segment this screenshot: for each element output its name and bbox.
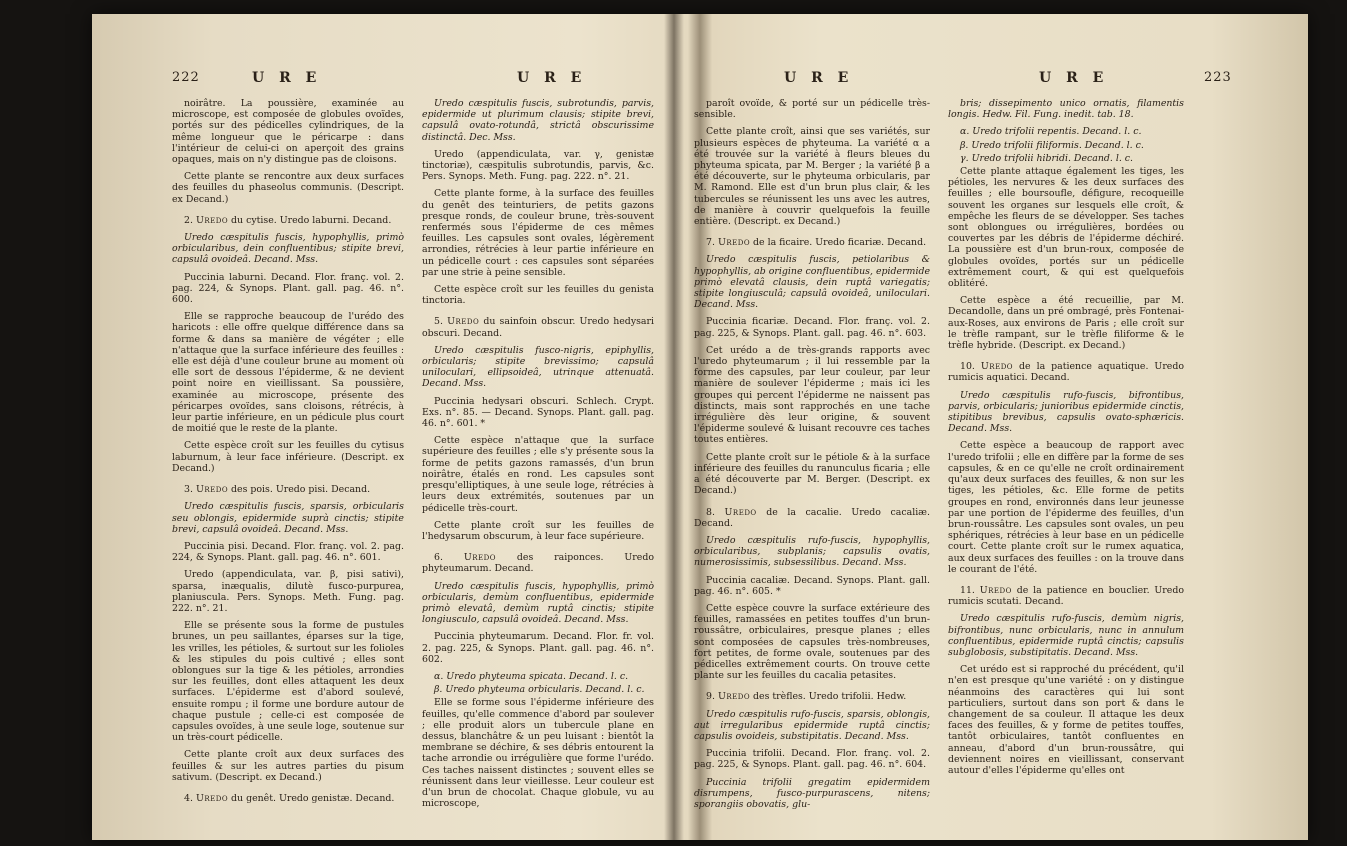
entry-genus: Uredo	[724, 506, 757, 518]
paragraph: Cet urédo a de très-grands rapports avec l'uredo phyteumarum ; il lui ressemble par la forme des capsules, par leur couleur, par leur manière de soulever l'épiderme ; mais ici les groupes qui percent l'épiderme ne naissent pas distincts, mais sont rapprochés en une tache irrégulière dès leur origine, & souvent l'épiderme soulevé & luisant recouvre ces taches toutes entières.	[694, 344, 930, 446]
running-head-left-2: U R E	[517, 70, 587, 86]
paragraph: Cette espèce n'attaque que la surface supérieure des feuilles ; elle s'y présente sous la forme de petits gazons ramassés, d'un brun noirâtre, étalés en rond. Les capsules sont presqu'elliptiques, à une seule loge, rétrécies à leurs deux extrémités, soutenues par un pédicelle très-court.	[422, 435, 654, 514]
entry-heading	[172, 215, 404, 226]
page-number-right: 223	[1204, 70, 1232, 85]
paragraph: Cette plante croît sur les feuilles de l'hedysarum obscurum, à leur face supérieure.	[422, 519, 654, 542]
paragraph: Puccinia trifolii. Decand. Flor. franç. vol. 2. pag. 225, & Synops. Plant. gall. pag. 46. n°. 604.	[694, 748, 930, 771]
paragraph: Puccinia laburni. Decand. Flor. franç. vol. 2. pag. 224, & Synops. Plant. gall. pag. 46. n°. 600.	[172, 271, 404, 306]
entry-number: 6.	[434, 552, 464, 564]
entry-title: des raiponces. Uredo phyteumarum. Decand.	[422, 552, 654, 575]
running-head-right-2: U R E	[1039, 70, 1109, 86]
latin-diagnosis: Uredo cæspitulis fuscis, sparsis, orbicularis seu oblongis, epidermide suprà cinctis; stipite brevi, capsulâ ovoideâ. Decand. Mss.	[172, 501, 404, 535]
paragraph: Puccinia pisi. Decand. Flor. franç. vol. 2. pag. 224, & Synops. Plant. gall. pag. 46. n°. 601.	[172, 540, 404, 564]
paragraph: Cette plante croît sur le pétiole & à la surface inférieure des feuilles du ranunculus ficaria ; elle a été découverte par M. Berger. (Descript. ex Decand.)	[694, 451, 930, 497]
variety-line: γ. Uredo trifolii hibridi. Decand. l. c.	[960, 152, 1134, 164]
entry-heading	[172, 484, 404, 495]
entry-genus: Uredo	[195, 484, 229, 496]
paragraph: Puccinia cacaliæ. Decand. Synops. Plant. gall. pag. 46. n°. 605. *	[694, 574, 930, 597]
paragraph: Cette espèce croît sur les feuilles du genista tinctoria.	[422, 284, 654, 307]
left-page-column-1	[172, 98, 404, 810]
entry-title: de la patience aquatique. Uredo rumicis aquatici. Decand.	[948, 361, 1185, 384]
entry-heading	[694, 507, 930, 529]
variety-line: β. Uredo trifolii filiformis. Decand. l. c.	[960, 139, 1144, 151]
variety-line: β. Uredo phyteuma orbicularis. Decand. l. c.	[434, 684, 645, 696]
right-page-column-2	[948, 98, 1184, 782]
latin-diagnosis: Uredo cæspitulis rufo-fuscis, sparsis, oblongis, aut irregularibus epidermide ruptâ cinctis; capsulis ovoideis, substipitatis. Decand. Mss.	[694, 708, 930, 742]
entry-title: de la cacalie. Uredo cacaliæ. Decand.	[694, 506, 930, 529]
entry-number: 7.	[706, 237, 718, 249]
right-page-column-1	[694, 98, 930, 816]
right-header	[684, 70, 1308, 92]
paragraph: Cette plante forme, à la surface des feuilles du genêt des teinturiers, de petits gazons presque ronds, de couleur brune, très-souvent renfermés sous l'épiderme de ces mêmes feuilles. Les capsules sont ovales, légèrement arrondies, rétrécies à leur partie inférieure en un pédicelle court : ces capsules sont séparées par une strie à peine sensible.	[422, 188, 654, 278]
paragraph: paroît ovoïde, & porté sur un pédicelle très-sensible.	[694, 98, 930, 121]
left-page-column-2	[422, 98, 654, 815]
left-header	[92, 70, 664, 92]
entry-title: de la ficaire. Uredo ficariæ. Decand.	[750, 237, 927, 249]
paragraph: Cet urédo est si rapproché du précédent, qu'il n'en est presque qu'une variété : on y distingue néanmoins des caractères qui lui sont particuliers, surtout dans son port & dans le changement de sa couleur. Il attaque les deux faces des feuilles, & y forme de petites touffes, tantôt orbiculaires, tantôt confluentes en anneau, d'abord d'un brun-roussâtre, qui deviennent noires en vieillissant, conservant autour d'elles l'épiderme qu'elles ont	[948, 664, 1184, 776]
entry-number: 5.	[434, 316, 448, 328]
paragraph: Elle se forme sous l'épiderme inférieure des feuilles, qu'elle commence d'abord par soulever ; elle produit alors un tubercule plane en dessus, blanchâtre & un peu luisant : bientôt la membrane se déchire, & ses débris entourent la tache arrondie ou irrégulière que forme l'urédo. Ces taches naissent distinctes ; souvent elles se réunissent dans leur vieillesse. Leur couleur est d'un brun de chocolat. Chaque globule, vu au microscope,	[422, 697, 654, 810]
entry-genus: Uredo	[717, 691, 751, 703]
entry-heading	[948, 585, 1184, 607]
paragraph: Puccinia phyteumarum. Decand. Flor. fr. vol. 2. pag. 225, & Synops. Plant. gall. pag. 46. n°. 602.	[422, 631, 654, 665]
paragraph: Uredo (appendiculata, var. γ, genistæ tinctoriæ), cæspitulis subrotundis, parvis, &c. Pers. Synops. Meth. Fung. pag. 222. n°. 21.	[422, 148, 654, 183]
paragraph: Cette espèce croît sur les feuilles du cytisus laburnum, à leur face inférieure. (Descript. ex Decand.)	[172, 440, 404, 474]
book-gutter	[664, 14, 684, 840]
paragraph: Cette plante attaque également les tiges, les pétioles, les nervures & les deux surfaces des feuilles ; elle boursoufle, défigure, recoqueille souvent les organes sur lesquels elle croît, & empêche les fleurs de se développer. Ses taches sont oblongues ou irrégulières, bordées ou couvertes par les débris de l'épiderme déchiré. La poussière est d'un brun-roux, composée de globules ovoïdes, portés sur un pédicelle extrêmement court, & qui est quelquefois oblitéré.	[948, 166, 1184, 290]
latin-diagnosis: Puccinia trifolii gregatim epidermidem disrumpens, fusco-purpurascens, nitens; sporangiis obovatis, glu-	[694, 776, 930, 810]
entry-genus: Uredo	[463, 552, 496, 564]
paragraph: Cette espèce a beaucoup de rapport avec l'uredo trifolii ; elle en diffère par la forme de ses capsules, & en ce qu'elle ne croît ordinairement qu'aux deux surfaces des feuilles, & non sur les tiges, les pétioles, &c. Elle forme de petits groupes en rond, environnés dans leur jeunesse par une portion de l'épiderme des feuilles, d'un brun-roussâtre. Les capsules sont ovales, un peu sphériques, rétrécies à leur base en un pédicelle court. Cette plante croît sur le rumex aquatica, aux deux surfaces des feuilles : on la trouve dans le courant de l'été.	[948, 440, 1184, 575]
entry-heading	[694, 691, 930, 702]
latin-diagnosis: Uredo cæspitulis fuscis, subrotundis, parvis, epidermide ut plurimum clausis; stipite brevi, capsulâ ovato-rotundâ, strictâ obscurissime distinctâ. Dec. Mss.	[422, 98, 654, 143]
entry-number: 8.	[706, 506, 725, 518]
right-page	[684, 14, 1308, 840]
paragraph: Elle se rapproche beaucoup de l'urédo des haricots : elle offre quelque différence dans sa forme & dans sa manière de végéter ; elle n'attaque que la surface inférieure des feuilles : elle est déjà d'une couleur brune au moment où elle sort de dessous l'épiderme, & ne devient point noire en vieillissant. Sa poussière, examinée au microscope, présente des péricarpes ovoïdes, sans cloisons, rétrécis, à leur partie inférieure, en un pédicule plus court de moitié que le reste de la plante.	[172, 311, 404, 435]
entry-heading	[172, 793, 404, 804]
entry-number: 4.	[184, 792, 196, 804]
latin-diagnosis: Uredo cæspitulis fuscis, hypophyllis, primò orbicularis, demùm confluentibus, epidermide primò elevatâ, demùm ruptâ cinctis; stipite longiusculo, capsulâ ovoideâ. Decand. Mss.	[422, 580, 654, 626]
latin-diagnosis: Uredo cæspitulis fuscis, hypophyllis, primò orbicularibus, dein confluentibus; stipite brevi, capsulâ ovoideâ. Decand. Mss.	[172, 232, 404, 266]
entry-title: du cytise. Uredo laburni. Decand.	[228, 214, 392, 226]
entry-genus: Uredo	[980, 361, 1014, 373]
entry-heading	[694, 237, 930, 248]
left-page	[92, 14, 664, 840]
latin-diagnosis: bris; dissepimento unico ornatis, filamentis longis. Hedw. Fil. Fung. inedit. tab. 18.	[948, 98, 1184, 121]
entry-genus: Uredo	[447, 316, 480, 328]
entry-genus: Uredo	[717, 237, 751, 249]
entry-number: 2.	[184, 214, 196, 226]
paragraph: Puccinia hedysari obscuri. Schlech. Crypt. Exs. n°. 85. — Decand. Synops. Plant. gall. pag. 46. n°. 601. *	[422, 395, 654, 430]
paragraph: noirâtre. La poussière, examinée au microscope, est composée de globules ovoïdes, portés sur des pédicelles cylindriques, de la même longueur que le péricarpe : dans l'intérieur de celui-ci on aperçoit des grains opaques, mais on n'y distingue pas de cloisons.	[172, 98, 404, 166]
paragraph: Cette espèce a été recueillie, par M. Decandolle, dans un pré ombragé, près Fontenai-aux-Roses, aux environs de Paris ; elle croît sur le trèfle rampant, sur le trèfle filiforme & le trèfle hybride. (Descript. ex Decand.)	[948, 295, 1184, 352]
paragraph: Cette espèce couvre la surface extérieure des feuilles, ramassées en petites touffes d'un brun-roussâtre, orbiculaires, presque planes ; elles sont composées de capsules très-nombreuses, fort petites, de forme ovale, soutenues par des pédicelles extrêmement courts. On trouve cette plante sur les feuilles du cacalia petasites.	[694, 602, 930, 682]
paragraph: Puccinia ficariæ. Decand. Flor. franç. vol. 2. pag. 225, & Synops. Plant. gall. pag. 46. n°. 603.	[694, 316, 930, 339]
entry-title: du genêt. Uredo genistæ. Decand.	[228, 792, 395, 804]
running-head-left-1: U R E	[252, 70, 322, 86]
entry-genus: Uredo	[979, 584, 1012, 596]
entry-heading	[422, 316, 654, 338]
entry-heading	[948, 361, 1184, 383]
entry-number: 9.	[706, 691, 718, 703]
paragraph: Cette plante croît aux deux surfaces des feuilles & sur les autres parties du pisum sativum. (Descript. ex Decand.)	[172, 749, 404, 783]
entry-heading	[422, 552, 654, 574]
entry-number: 11.	[960, 584, 980, 596]
paragraph: Cette plante croît, ainsi que ses variétés, sur plusieurs espèces de phyteuma. La variété α a été trouvée sur la variété à fleurs bleues du phyteuma spicata, par M. Berger ; la variété β a été découverte, sur le phyteuma orbicularis, par M. Ramond. Elle est d'un brun plus clair, & les tubercules se réunissent les uns avec les autres, de manière à couvrir quelquefois la feuille entière. (Descript. ex Decand.)	[694, 126, 930, 228]
entry-number: 10.	[960, 361, 981, 373]
latin-diagnosis: Uredo cæspitulis rufo-fuscis, bifrontibus, parvis, orbicularis; junioribus epidermide cinctis, stipitibus brevibus, capsulis ovato-sphæricis. Decand. Mss.	[948, 389, 1184, 435]
entry-genus: Uredo	[195, 214, 229, 226]
entry-title: de la patience en bouclier. Uredo rumicis scutati. Decand.	[948, 584, 1184, 608]
entry-title: des pois. Uredo pisi. Decand.	[228, 484, 371, 496]
entry-genus: Uredo	[195, 792, 229, 804]
entry-number: 3.	[184, 484, 196, 496]
paragraph: Cette plante se rencontre aux deux surfaces des feuilles du phaseolus communis. (Descript. ex Decand.)	[172, 171, 404, 205]
paragraph: Elle se présente sous la forme de pustules brunes, un peu saillantes, éparses sur la tige, les vrilles, les pétioles, & surtout sur les folioles & les stipules du pois cultivé ; elles sont oblongues sur la tige & les pétioles, arrondies sur les feuilles, dont elles attaquent les deux surfaces. L'épiderme est d'abord soulevé, ensuite rompu ; il forme une bordure autour de chaque pustule ; celle-ci est composée de capsules ovoïdes, à une seule loge, soutenue sur un très-court pédicelle.	[172, 620, 404, 744]
variety-line: α. Uredo trifolii repentis. Decand. l. c.	[960, 126, 1142, 138]
latin-diagnosis: Uredo cæspitulis rufo-fuscis, demùm nigris, bifrontibus, nunc orbicularis, nunc in annulum confluentibus, epidermide ruptâ cinctis; capsulis subglobosis, substipitatis. Decand. Mss.	[948, 613, 1184, 658]
variety-line: α. Uredo phyteuma spicata. Decand. l. c.	[434, 670, 629, 682]
entry-title: des trèfles. Uredo trifolii. Hedw.	[750, 691, 907, 703]
running-head-right-1: U R E	[784, 70, 854, 86]
latin-diagnosis: Uredo cæspitulis fusco-nigris, epiphyllis, orbicularis; stipite brevissimo; capsulâ uniloculari, ellipsoideâ, utrinque attenuatâ. Decand. Mss.	[422, 344, 654, 390]
entry-title: du sainfoin obscur. Uredo hedysari obscuri. Decand.	[422, 316, 654, 339]
latin-diagnosis: Uredo cæspitulis fuscis, petiolaribus & hypophyllis, ab origine confluentibus, epidermide primò elevatâ clausis, dein ruptâ variegatis; stipite longiusculâ; capsulâ ovoideâ, uniloculari. Decand. Mss.	[694, 254, 930, 311]
page-number-left: 222	[172, 70, 200, 85]
latin-diagnosis: Uredo cæspitulis rufo-fuscis, hypophyllis, orbicularibus, subplanis; capsulis ovatis, numerosissimis, subsessilibus. Decand. Mss.	[694, 534, 930, 569]
paragraph: Uredo (appendiculata, var. β, pisi sativi), sparsa, inæqualis, dilutè fusco-purpurea, planiuscula. Pers. Synops. Meth. Fung. pag. 222. n°. 21.	[172, 569, 404, 614]
